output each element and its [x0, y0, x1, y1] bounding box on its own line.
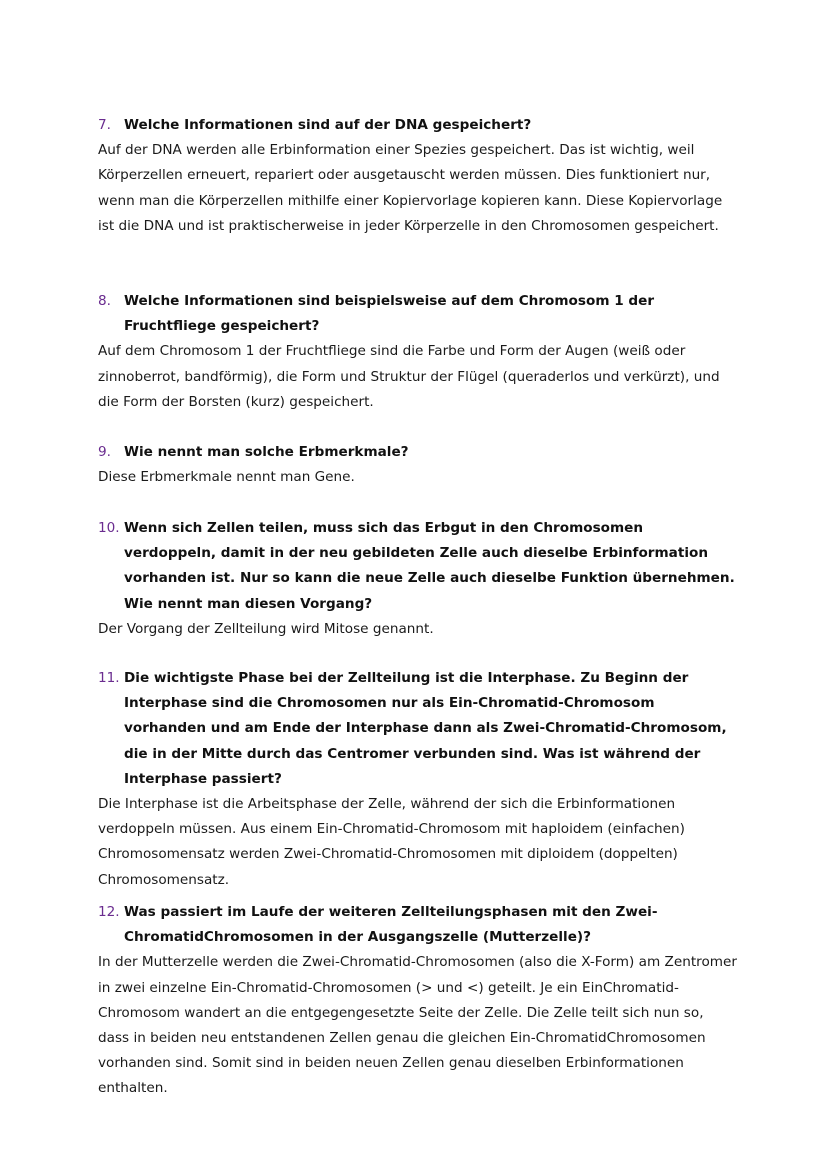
answer-text: Die Interphase ist die Arbeitsphase der Zelle, während der sich die Erbinformationen verdoppeln müssen. Aus einem Ein-Chromatid-Chromosom mit haploidem (einfachen) Chromosomensatz werden Zwei-Chromatid-Chromosomen mit diploidem (doppelten) Chromosomensatz. [98, 796, 685, 888]
question-text: Die wichtigste Phase bei der Zellteilung ist die Interphase. Zu Beginn der Interphase sind die Chromosomen nur als Ein-Chromatid-Chromosom vorhanden und am Ende der Interphase dann als Zwei-Chromatid-Chromosom, die in der Mitte durch das Centromer verbunden sind. Was ist während der Interphase passiert? [124, 670, 727, 787]
question-number: 8. [98, 293, 111, 309]
question-text: Welche Informationen sind beispielsweise auf dem Chromosom 1 der Fruchtfliege gespeichert? [124, 293, 655, 335]
question [98, 516, 738, 617]
question-number: 11. [98, 670, 120, 686]
question [98, 440, 738, 465]
question [98, 289, 738, 339]
qa-item-7 [98, 113, 738, 239]
qa-item-9 [98, 440, 738, 490]
qa-item-12 [98, 900, 738, 1102]
question [98, 113, 738, 138]
answer-text: Auf der DNA werden alle Erbinformation einer Spezies gespeichert. Das ist wichtig, weil Körperzellen erneuert, repariert oder ausgetauscht werden müssen. Dies funktioniert nur, wenn man die Körperzellen mithilfe einer Kopiervorlage kopieren kann. Diese Kopiervorlage ist die DNA und ist praktischerweise in jeder Körperzelle in den Chromosomen gespeichert. [98, 142, 723, 234]
answer-text: In der Mutterzelle werden die Zwei-Chromatid-Chromosomen (also die X-Form) am Zentromer in zwei einzelne Ein-Chromatid-Chromosomen (> und <) geteilt. Je ein EinChromatid-Chromosom wandert an die entgegengesetzte Seite der Zelle. Die Zelle teilt sich nun so, dass in beiden neu entstandenen Zellen genau die gleichen Ein-ChromatidChromosomen vorhanden sind. Somit sind in beiden neuen Zellen genau dieselben Erbinformationen enthalten. [98, 954, 737, 1097]
question-number: 10. [98, 520, 120, 536]
question-number: 7. [98, 117, 111, 133]
qa-item-10 [98, 516, 738, 642]
answer-text: Diese Erbmerkmale nennt man Gene. [98, 469, 355, 486]
question [98, 666, 738, 792]
question-number: 12. [98, 904, 120, 920]
question-text: Was passiert im Laufe der weiteren Zellteilungsphasen mit den Zwei-ChromatidChromosomen in der Ausgangszelle (Mutterzelle)? [124, 904, 658, 946]
qa-item-11 [98, 666, 738, 893]
question-text: Welche Informationen sind auf der DNA gespeichert? [124, 117, 532, 133]
qa-item-8 [98, 289, 738, 415]
answer-text: Der Vorgang der Zellteilung wird Mitose genannt. [98, 620, 434, 637]
answer-text: Auf dem Chromosom 1 der Fruchtfliege sind die Farbe und Form der Augen (weiß oder zinnoberrot, bandförmig), die Form und Struktur der Flügel (queraderlos und verkürzt), und die Form der Borsten (kurz) gespeichert. [98, 343, 720, 410]
question-number: 9. [98, 444, 111, 460]
question-text: Wie nennt man solche Erbmerkmale? [124, 444, 409, 460]
question-text: Wenn sich Zellen teilen, muss sich das Erbgut in den Chromosomen verdoppeln, damit in der neu gebildeten Zelle auch dieselbe Erbinformation vorhanden ist. Nur so kann die neue Zelle auch dieselbe Funktion übernehmen. Wie nennt man diesen Vorgang? [124, 520, 735, 612]
question [98, 900, 738, 950]
